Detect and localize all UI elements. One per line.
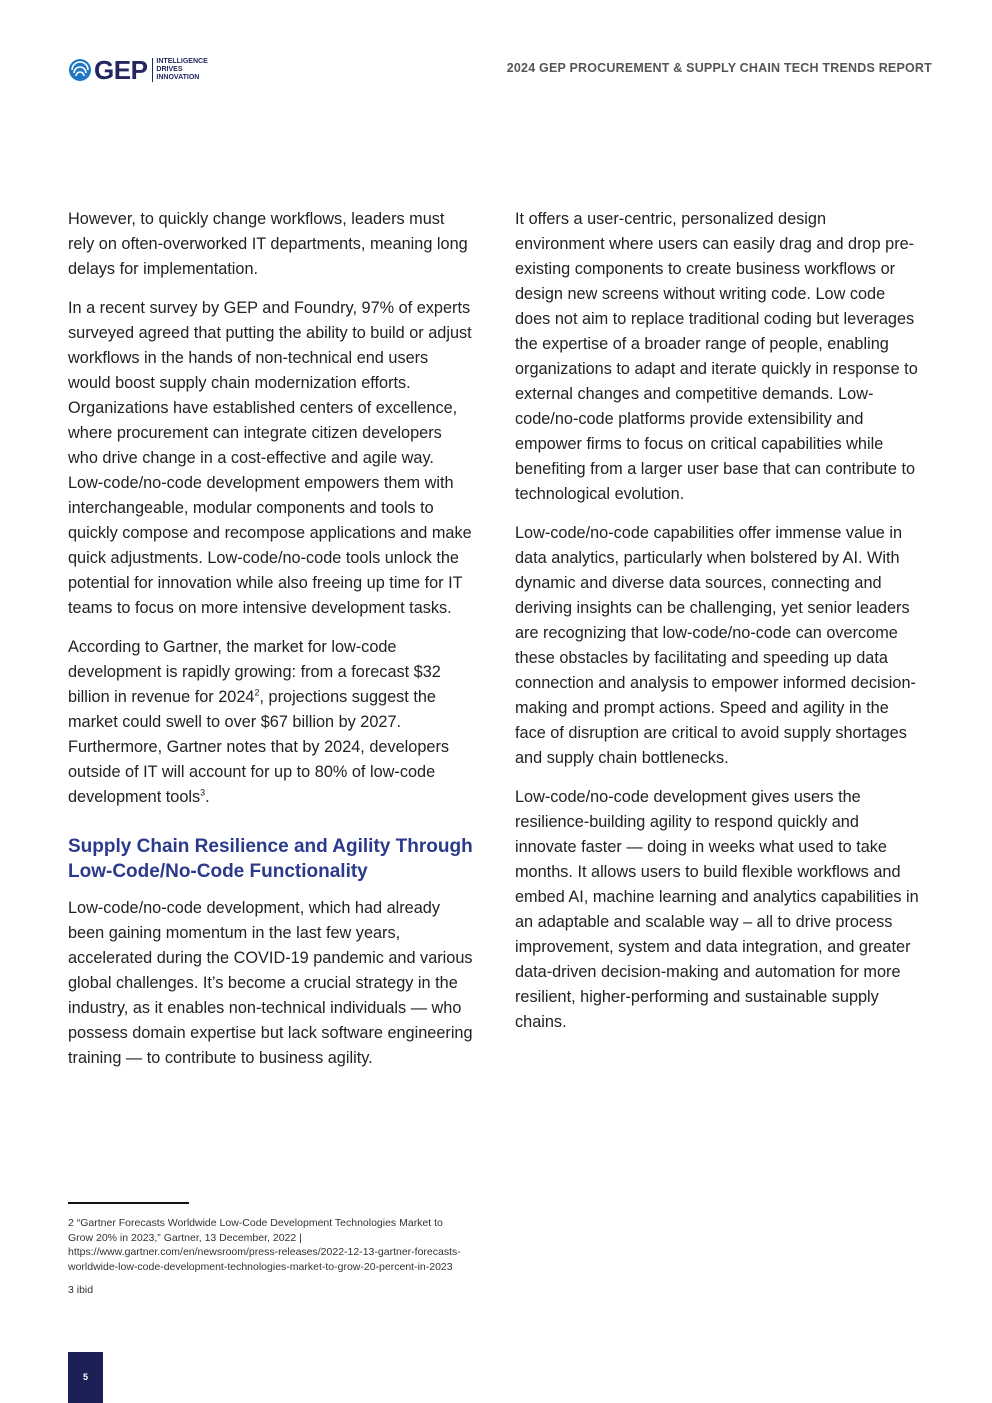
paragraph: In a recent survey by GEP and Foundry, 97% of experts surveyed agreed that putting the ability to build or adjust workflows in the hands of non-technical end users would boost supply chain modernization efforts. Organizations have established centers of excellence, where procurement can integrate citizen developers who drive change in a cost-effective and agile way. Low-code/no-code development empowers them with interchangeable, modular components and tools to quickly compose and recompose applications and make quick adjustments. Low-code/no-code tools unlock the potential for innovation while also freeing up time for IT teams to focus on more intensive development tasks. bbox=[68, 299, 472, 617]
logo-tagline bbox=[152, 58, 207, 82]
footnote-2: 2 “Gartner Forecasts Worldwide Low-Code Development Technologies Market to Grow 20% in 2023,” Gartner, 13 December, 2022 | https://www.gartner.com/en/newsroom/press-releases/2022-12-13-gartner-forecasts-worldwide-low-code-development-technologies-market-to-grow-20-percent-in-2023 bbox=[68, 1217, 461, 1273]
page-number: 5 bbox=[68, 1352, 103, 1403]
paragraph: However, to quickly change workflows, leaders must rely on often-overworked IT departments, meaning long delays for implementation. bbox=[68, 210, 468, 278]
footnote-divider bbox=[68, 1202, 189, 1204]
footnotes bbox=[68, 1216, 468, 1307]
text-span: . bbox=[205, 788, 210, 806]
tagline-line-1: INTELLIGENCE bbox=[156, 58, 208, 65]
paragraph bbox=[68, 635, 473, 810]
footnote-ref-2[interactable]: 2 bbox=[254, 687, 260, 698]
tagline-line-3: INNOVATION bbox=[156, 74, 200, 81]
section-heading: Supply Chain Resilience and Agility Through Low-Code/No-Code Functionality bbox=[68, 836, 473, 882]
logo-wordmark: GEP bbox=[94, 55, 148, 85]
report-title: 2024 GEP PROCUREMENT & SUPPLY CHAIN TECH TRENDS REPORT bbox=[506, 61, 932, 75]
left-column bbox=[68, 207, 473, 1085]
gep-logo bbox=[68, 55, 208, 85]
footnote-ref-3[interactable]: 3 bbox=[200, 787, 206, 798]
text-span: , projections suggest the market could swell to over $67 billion by 2027. Furthermore, Gartner notes that by 2024, developers outside of IT will account for up to 80% of low-code development tools bbox=[68, 688, 450, 806]
gep-globe-icon bbox=[68, 58, 92, 82]
right-column bbox=[515, 207, 920, 1049]
paragraph: Low-code/no-code capabilities offer immense value in data analytics, particularly when bolstered by AI. With dynamic and diverse data sources, connecting and deriving insights can be challenging, yet senior leaders are recognizing that low-code/no-code can overcome these obstacles by facilitating and speeding up data connection and analysis to empower informed decision-making and prompt actions. Speed and agility in the face of disruption are critical to avoid supply shortages and supply chain bottlenecks. bbox=[515, 524, 916, 767]
paragraph: Low-code/no-code development, which had already been gaining momentum in the last few years, accelerated during the COVID-19 pandemic and various global challenges. It’s become a crucial strategy in the industry, as it enables non-technical individuals — who possess domain expertise but lack software engineering training — to contribute to business agility. bbox=[68, 899, 473, 1067]
paragraph: Low-code/no-code development gives users the resilience-building agility to respond quickly and innovate faster — doing in weeks what used to take months. It allows users to build flexible workflows and embed AI, machine learning and analytics capabilities in an adaptable and scalable way – all to drive process improvement, system and data integration, and greater data-driven decision-making and automation for more resilient, higher-performing and sustainable supply chains. bbox=[515, 788, 919, 1031]
footnote-3: 3 ibid bbox=[68, 1284, 94, 1296]
text-span: According to Gartner, the market for low-code development is rapidly growing: from a forecast $32 billion in revenue for 2024 bbox=[68, 638, 441, 706]
paragraph: It offers a user-centric, personalized design environment where users can easily drag and drop pre-existing components to create business workflows or design new screens without writing code. Low code does not aim to replace traditional coding but leverages the expertise of a broader range of people, enabling organizations to adapt and iterate quickly in response to external changes and competitive demands. Low-code/no-code platforms provide extensibility and empower firms to focus on critical capabilities while benefiting from a larger user base that can contribute to technological evolution. bbox=[515, 210, 918, 503]
tagline-line-2: DRIVES bbox=[156, 66, 183, 73]
